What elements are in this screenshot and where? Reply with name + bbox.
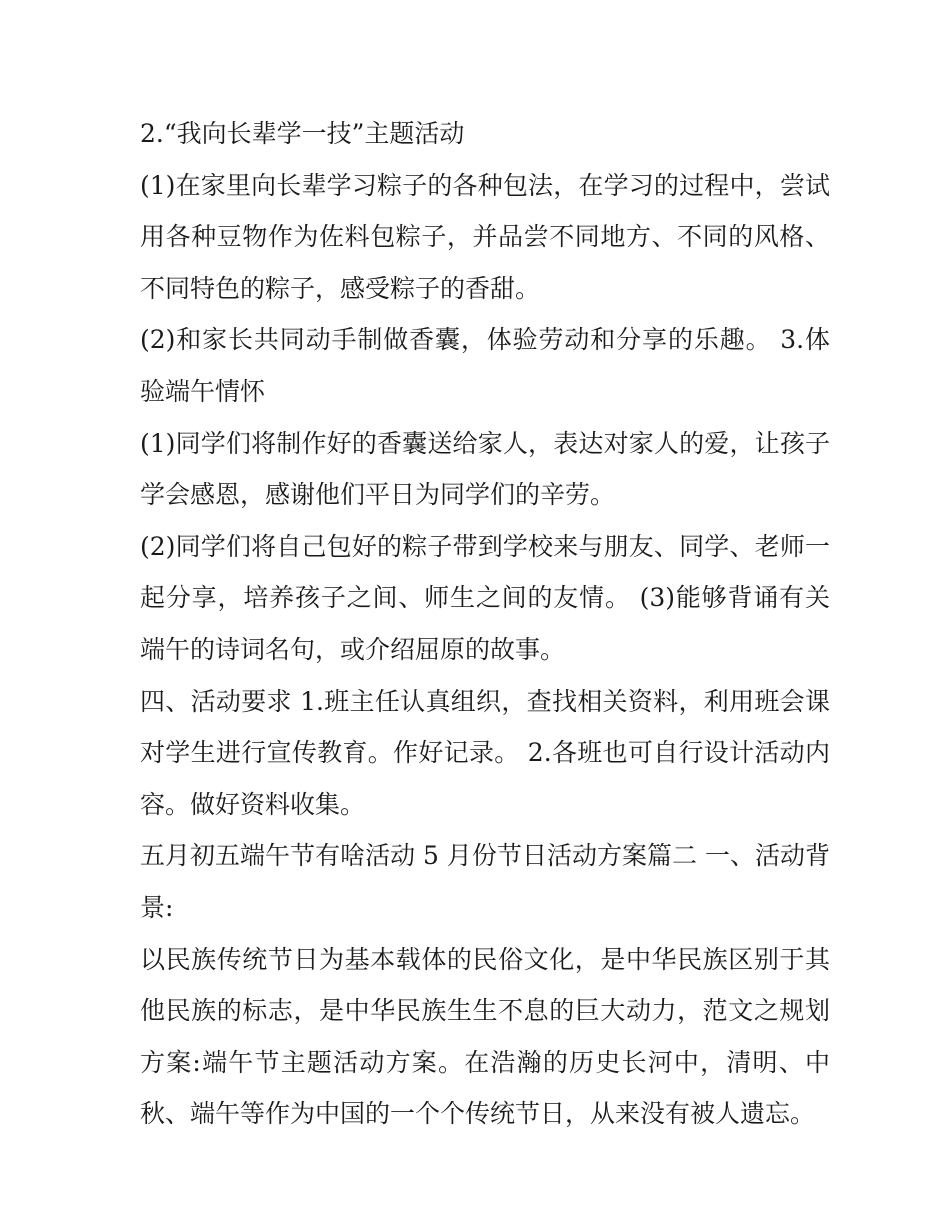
paragraph-sachet-making: (2)和家长共同动手制做香囊，体验劳动和分享的乐趣。 3.体验端午情怀	[140, 325, 830, 406]
paragraph-zongzi-sharing: (2)同学们将自己包好的粽子带到学校来与朋友、同学、老师一起分享，培养孩子之间、师生之间的友情。 (3)能够背诵有关端午的诗词名句，或介绍屈原的故事。	[140, 531, 830, 664]
document-body	[140, 108, 830, 1140]
paragraph-plan-two-title: 五月初五端午节有啥活动 5 月份节日活动方案篇二 一、活动背景:	[140, 841, 830, 922]
paragraph-background: 以民族传统节日为基本载体的民俗文化，是中华民族区别于其他民族的标志，是中华民族生生不息的巨大动力，范文之规划方案:端午节主题活动方案。在浩瀚的历史长河中，清明、中秋、端午等作为中国的一个个传统节日，从来没有被人遗忘。	[140, 944, 830, 1129]
paragraph-zongzi-learning: (1)在家里向长辈学习粽子的各种包法，在学习的过程中，尝试用各种豆物作为佐料包粽子，并品尝不同地方、不同的风格、不同特色的粽子，感受粽子的香甜。	[140, 170, 830, 303]
paragraph-activity-requirements: 四、活动要求 1.班主任认真组织，查找相关资料，利用班会课对学生进行宣传教育。作好记录。 2.各班也可自行设计活动内容。做好资料收集。	[140, 686, 830, 819]
paragraph-sachet-gift: (1)同学们将制作好的香囊送给家人，表达对家人的爱，让孩子学会感恩，感谢他们平日为同学们的辛劳。	[140, 428, 830, 510]
section-heading-learn-skill: 2.“我向长辈学一技”主题活动	[140, 119, 465, 148]
